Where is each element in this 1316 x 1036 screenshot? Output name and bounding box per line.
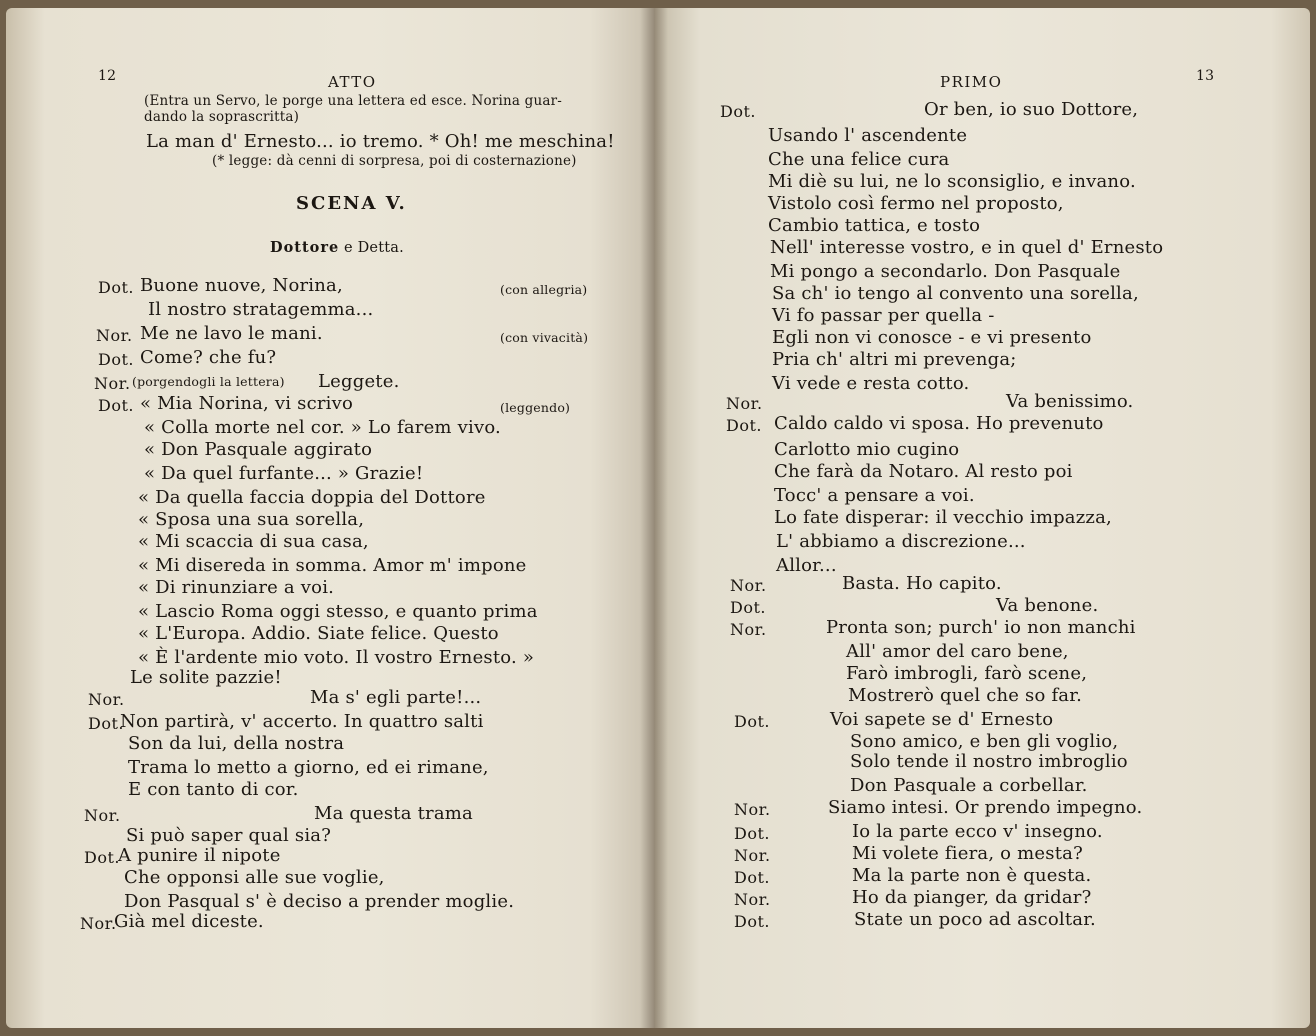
verse-line: Le solite pazzie! — [130, 667, 282, 688]
verse-line: Come? che fu? — [140, 347, 277, 368]
verse-line: Me ne lavo le mani. — [140, 323, 323, 344]
verse-line: Che una felice cura — [768, 149, 950, 170]
verse-line: « Da quella faccia doppia del Dottore — [138, 487, 486, 508]
speaker-label: Nor. — [734, 800, 771, 819]
speaker-label: Nor. — [734, 846, 771, 865]
speaker-label: Nor. — [726, 394, 763, 413]
verse-line: State un poco ad ascoltar. — [854, 909, 1096, 930]
verse-line: Buone nuove, Norina, — [140, 275, 343, 296]
speaker-label: Dot. — [84, 848, 120, 867]
verse-line: Allor... — [776, 555, 837, 576]
stage-direction: (con vivacità) — [500, 330, 589, 345]
verse-line: Che farà da Notaro. Al resto poi — [774, 461, 1073, 482]
verse-line: Carlotto mio cugino — [774, 439, 960, 460]
speaker-label: Dot. — [98, 278, 134, 297]
verse-line: Don Pasqual s' è deciso a prender moglie. — [124, 891, 515, 912]
speaker-label: Dot. — [734, 868, 770, 887]
scene-character-name: Dottore — [270, 239, 340, 256]
speaker-label: Nor. — [88, 690, 125, 709]
verse-line: Che opponsi alle sue voglie, — [124, 867, 385, 888]
verse-line: Nell' interesse vostro, e in quel d' Ernesto — [770, 237, 1164, 258]
speaker-label: Dot. — [88, 714, 124, 733]
verse-line: A punire il nipote — [118, 845, 281, 866]
verse-line: Leggete. — [318, 371, 400, 392]
right-page — [654, 8, 1310, 1028]
verse-line: « Di rinunziare a voi. — [138, 577, 335, 598]
verse-line: Tocc' a pensare a voi. — [774, 485, 975, 506]
verse-line: Mi volete fiera, o mesta? — [852, 843, 1083, 864]
verse-line: Sa ch' io tengo al convento una sorella, — [772, 283, 1139, 304]
stage-direction: dando la soprascritta) — [144, 109, 300, 125]
verse-line: Vi vede e resta cotto. — [772, 373, 970, 394]
verse-line: Vistolo così fermo nel proposto, — [768, 193, 1064, 214]
verse-line: Non partirà, v' accerto. In quattro salti — [120, 711, 484, 732]
verse-line: Già mel diceste. — [114, 911, 264, 932]
verse-line: Egli non vi conosce - e vi presento — [772, 327, 1092, 348]
verse-line: Mi diè su lui, ne lo sconsiglio, e invano. — [768, 171, 1136, 192]
speaker-label: Dot. — [730, 598, 766, 617]
verse-line: Ma la parte non è questa. — [852, 865, 1092, 886]
verse-line: Basta. Ho capito. — [842, 573, 1002, 594]
stage-direction: (con allegria) — [500, 282, 588, 297]
verse-line: Son da lui, della nostra — [128, 733, 345, 754]
verse-line: Or ben, io suo Dottore, — [924, 99, 1139, 120]
speaker-label: Nor. — [80, 914, 117, 933]
verse-line: Voi sapete se d' Ernesto — [830, 709, 1054, 730]
running-head: PRIMO — [940, 73, 1003, 91]
verse-line: Solo tende il nostro imbroglio — [850, 751, 1128, 772]
verse-line: Il nostro stratagemma... — [148, 299, 374, 320]
verse-line: Don Pasquale a corbellar. — [850, 775, 1088, 796]
speaker-label: Nor. — [96, 326, 133, 345]
scene-characters — [270, 238, 404, 258]
page-number: 13 — [1196, 68, 1215, 84]
verse-line: « Colla morte nel cor. » Lo farem vivo. — [144, 417, 501, 438]
speaker-label: Dot. — [720, 102, 756, 121]
verse-line: Cambio tattica, e tosto — [768, 215, 981, 236]
verse-line: Sono amico, e ben gli voglio, — [850, 731, 1119, 752]
speaker-label: Nor. — [734, 890, 771, 909]
verse-line: Mostrerò quel che so far. — [848, 685, 1082, 706]
speaker-label: Dot. — [734, 912, 770, 931]
verse-line: Mi pongo a secondarlo. Don Pasquale — [770, 261, 1121, 282]
stage-direction: (leggendo) — [500, 400, 571, 415]
verse-line: E con tanto di cor. — [128, 779, 299, 800]
verse-line: « Sposa una sua sorella, — [138, 509, 365, 530]
verse-line: « L'Europa. Addio. Siate felice. Questo — [138, 623, 499, 644]
verse-line: Va benone. — [996, 595, 1099, 616]
verse-line: L' abbiamo a discrezione... — [776, 531, 1026, 552]
page-number: 12 — [98, 68, 117, 84]
verse-line: Lo fate disperar: il vecchio impazza, — [774, 507, 1112, 528]
verse-line: Pronta son; purch' io non manchi — [826, 617, 1136, 638]
speaker-label: Dot. — [98, 396, 134, 415]
speaker-label: Dot. — [734, 712, 770, 731]
running-head: ATTO — [328, 73, 377, 91]
verse-line: Pria ch' altri mi prevenga; — [772, 349, 1017, 370]
verse-line: Vi fo passar per quella - — [772, 305, 995, 326]
verse-line: Ma s' egli parte!... — [310, 687, 482, 708]
speaker-label: Nor. — [730, 576, 767, 595]
verse-line: Farò imbrogli, farò scene, — [846, 663, 1088, 684]
verse-line: « Mia Norina, vi scrivo — [140, 393, 354, 414]
stage-direction: (* legge: dà cenni di sorpresa, poi di costernazione) — [212, 153, 577, 169]
verse-line: Va benissimo. — [1006, 391, 1134, 412]
verse-line: « Don Pasquale aggirato — [144, 439, 373, 460]
verse-line: « Lascio Roma oggi stesso, e quanto prima — [138, 601, 538, 622]
speaker-label: Nor. — [94, 374, 131, 393]
stage-direction: (porgendogli la lettera) — [132, 374, 285, 389]
speaker-label: Nor. — [84, 806, 121, 825]
speaker-label: Nor. — [730, 620, 767, 639]
verse-line: « È l'ardente mio voto. Il vostro Ernesto. » — [138, 647, 535, 668]
left-page — [6, 8, 654, 1028]
verse-line: « Da quel furfante... » Grazie! — [144, 463, 424, 484]
speaker-label: Dot. — [98, 350, 134, 369]
verse-line: Usando l' ascendente — [768, 125, 968, 146]
verse-line: All' amor del caro bene, — [846, 641, 1069, 662]
verse-line: Trama lo metto a giorno, ed ei rimane, — [128, 757, 489, 778]
verse-line: La man d' Ernesto... io tremo. * Oh! me meschina! — [146, 131, 615, 152]
stage-direction: (Entra un Servo, le porge una lettera ed esce. Norina guar- — [144, 93, 563, 109]
verse-line: Io la parte ecco v' insegno. — [852, 821, 1103, 842]
verse-line: Ma questa trama — [314, 803, 473, 824]
verse-line: « Mi scaccia di sua casa, — [138, 531, 369, 552]
verse-line: « Mi disereda in somma. Amor m' impone — [138, 555, 527, 576]
verse-line: Siamo intesi. Or prendo impegno. — [828, 797, 1143, 818]
scene-heading: SCENA V. — [296, 193, 407, 214]
speaker-label: Dot. — [734, 824, 770, 843]
verse-line: Ho da pianger, da gridar? — [852, 887, 1092, 908]
speaker-label: Dot. — [726, 416, 762, 435]
verse-line: Si può saper qual sia? — [126, 825, 332, 846]
scene-character-rest: e Detta. — [339, 240, 404, 256]
verse-line: Caldo caldo vi sposa. Ho prevenuto — [774, 413, 1104, 434]
